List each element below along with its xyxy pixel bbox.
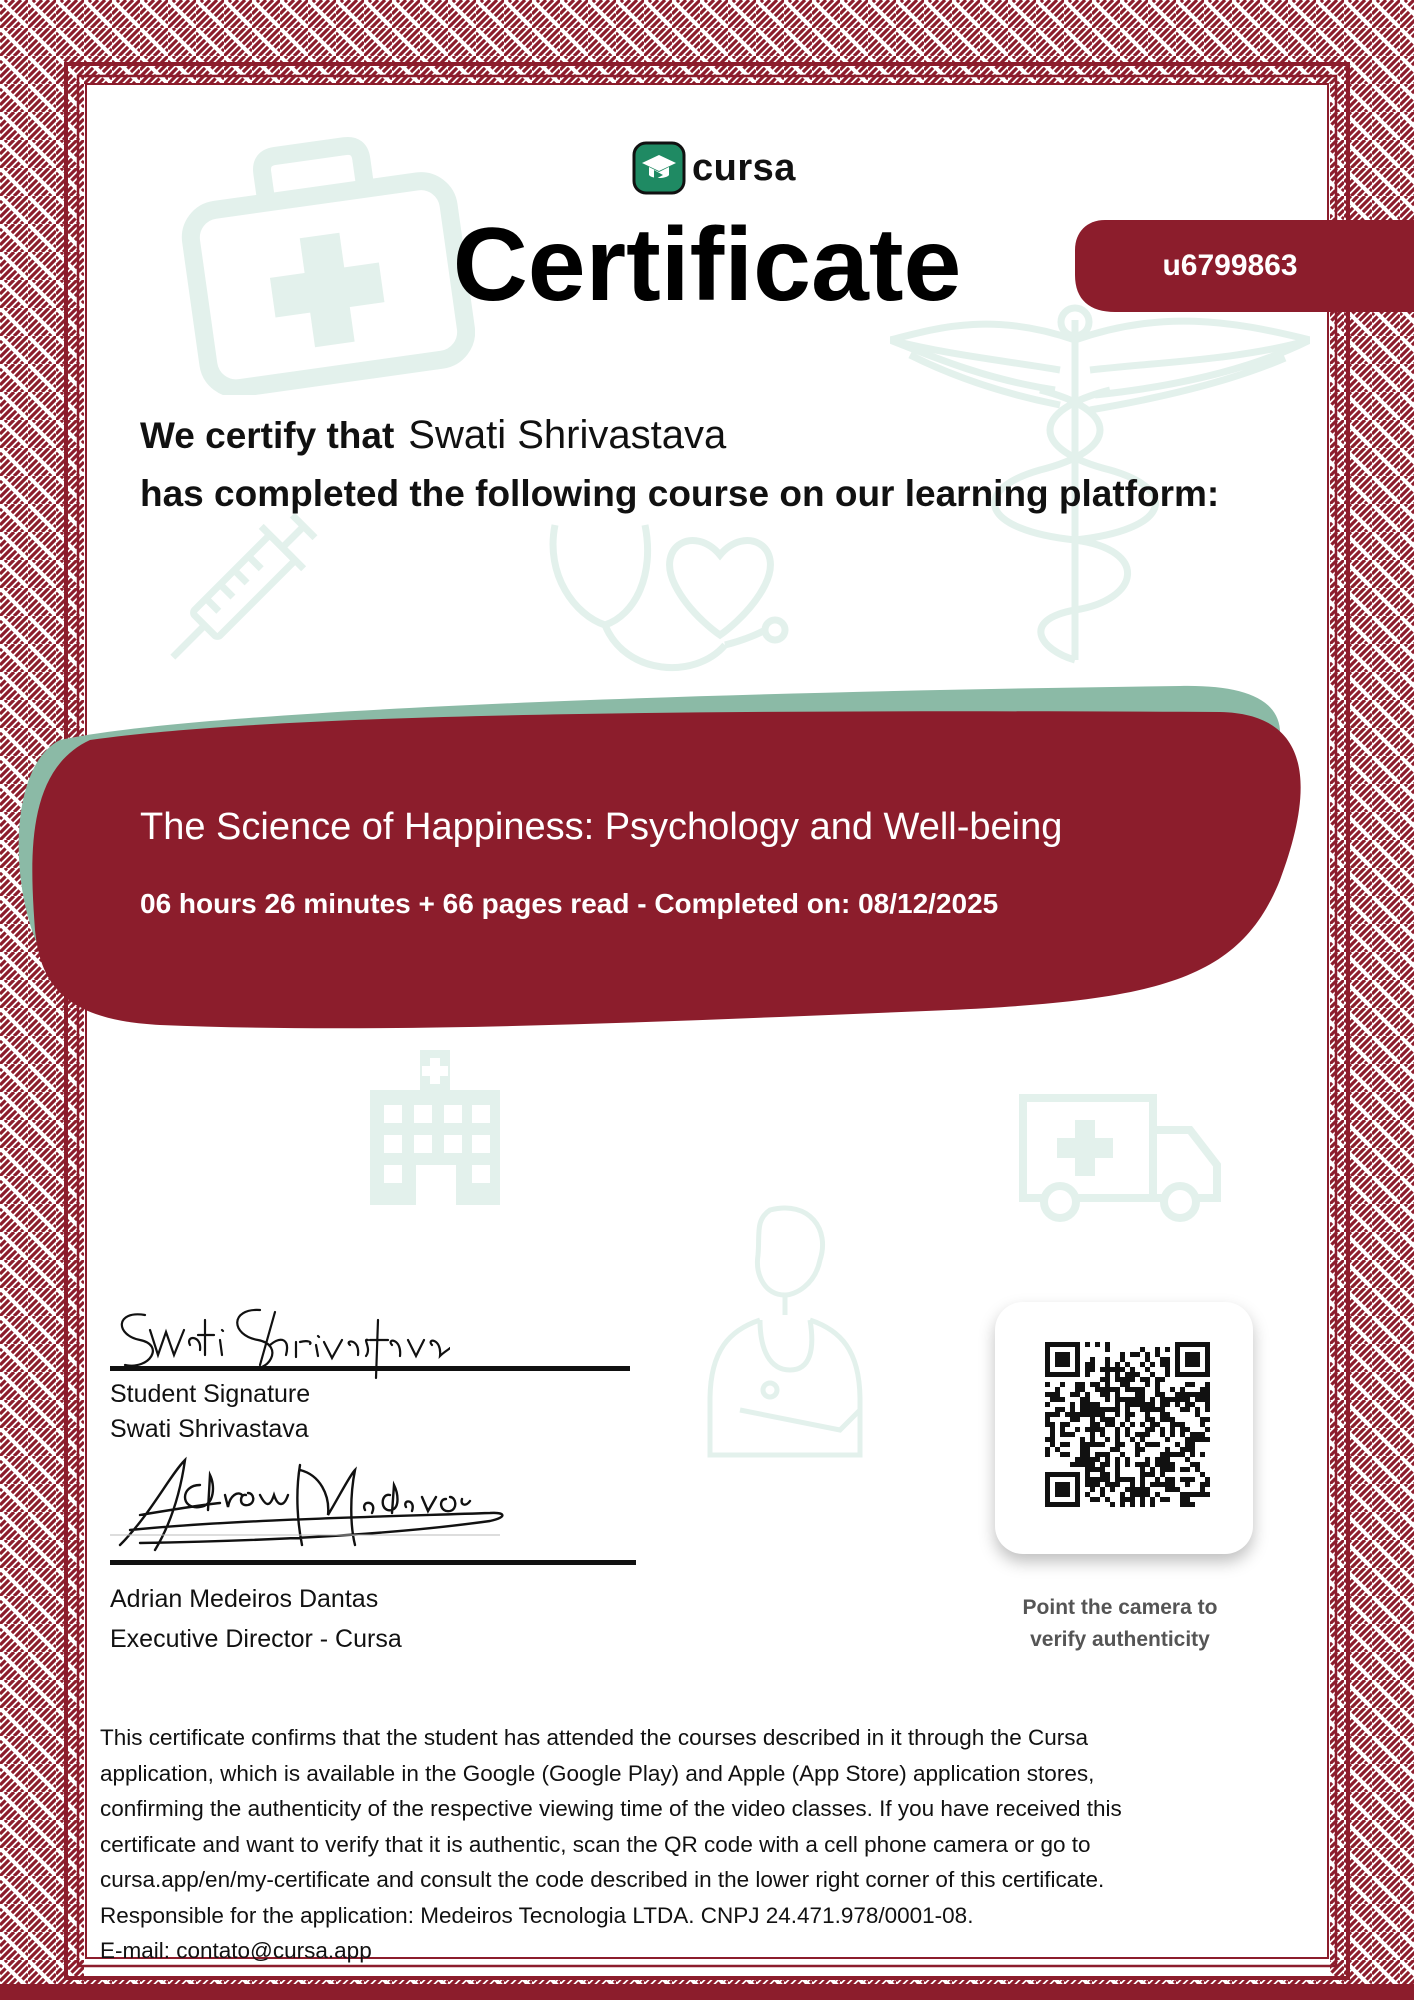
student-signature-line (110, 1366, 630, 1371)
nurse-icon (700, 1200, 880, 1460)
qr-caption-line2: verify authenticity (1030, 1628, 1210, 1651)
footer-line: Responsible for the application: Medeiros Tecnologia LTDA. CNPJ 24.471.978/0001-08. (100, 1902, 974, 1928)
director-role: Executive Director - Cursa (110, 1625, 402, 1653)
footer-line: cursa.app/en/my-certificate and consult the code described in the lower right corner of this certificate. (100, 1867, 1105, 1892)
course-meta: 06 hours 26 minutes + 66 pages read - Completed on: 08/12/2025 (140, 888, 999, 919)
ambulance-icon (1015, 1090, 1225, 1230)
course-title: The Science of Happiness: Psychology and Well-being (140, 806, 1063, 848)
director-signature-line (110, 1560, 636, 1565)
director-signature-script (110, 1455, 510, 1560)
student-name: Swati Shrivastava (408, 413, 727, 457)
student-signature-name: Swati Shrivastava (110, 1415, 309, 1443)
footer-line: application, which is available in the Google (Google Play) and Apple (App Store) application stores, (100, 1760, 1095, 1786)
certificate-title: Certificate (452, 207, 962, 323)
logo-text: cursa (692, 147, 796, 189)
qr-caption-line1: Point the camera to (1022, 1596, 1218, 1619)
director-name: Adrian Medeiros Dantas (110, 1585, 379, 1613)
certify-statement (140, 406, 1219, 523)
student-signature-title: Student Signature (110, 1380, 311, 1408)
graduation-cap-icon (632, 141, 686, 195)
certificate-code: u6799863 (1162, 249, 1298, 282)
footer-line: certificate and want to verify that it is authentic, scan the QR code with a cell phone camera or go to (100, 1831, 1091, 1857)
course-banner (0, 680, 1320, 1050)
qr-card[interactable] (995, 1302, 1253, 1554)
hospital-icon (360, 1050, 520, 1210)
cursa-logo (632, 140, 796, 196)
footer-line: This certificate confirms that the student has attended the courses described in it through the Cursa (100, 1725, 1089, 1750)
stethoscope-heart-icon (545, 515, 790, 680)
qr-code-icon (1045, 1342, 1210, 1507)
certify-line2: has completed the following course on our learning platform: (140, 473, 1220, 514)
student-signature-label (110, 1377, 310, 1447)
director-signature-label (110, 1579, 402, 1659)
certify-prefix: We certify that (140, 415, 395, 456)
footer-line: confirming the authenticity of the respective viewing time of the video classes. If you have received this (100, 1796, 1122, 1821)
footer-disclaimer (100, 1720, 1320, 1969)
qr-caption (960, 1592, 1280, 1656)
footer-line[interactable]: E-mail: contato@cursa.app (100, 1938, 372, 1963)
